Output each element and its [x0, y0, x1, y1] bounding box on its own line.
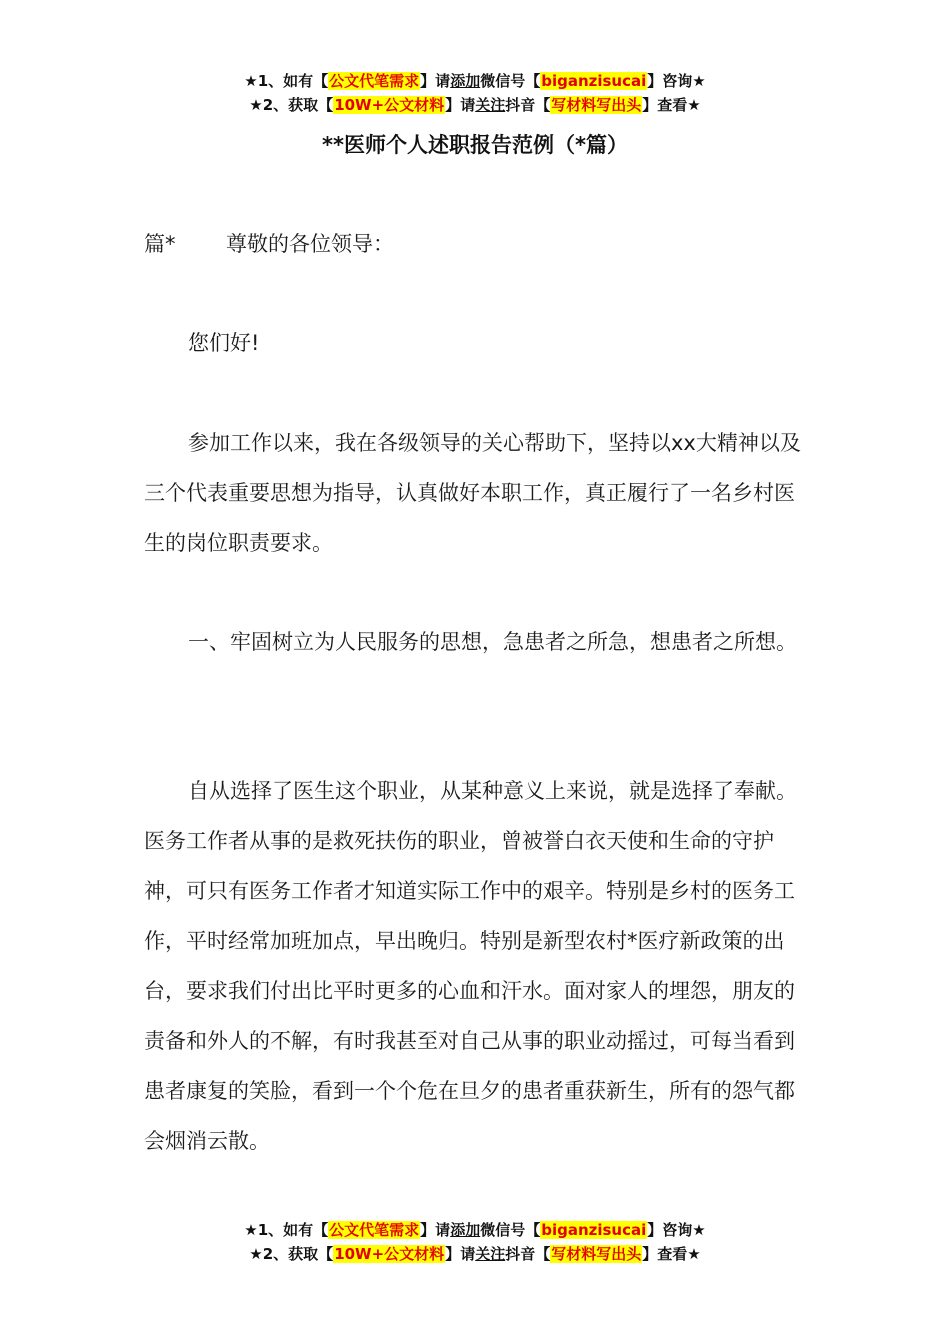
paragraph-3: 自从选择了医生这个职业，从某种意义上来说，就是选择了奉献。医务工作者从事的是救死扶伤的职业，曾被誉白衣天使和生命的守护神，可只有医务工作者才知道实际工作中的艰辛。特别是乡村的医务工作，平时经常加班加点，早出晚归。特别是新型农村*医疗新政策的出台，要求我们付出比平时更多的心血和汗水。面对家人的埋怨，朋友的责备和外人的不解，有时我甚至对自己从事的职业动摇过，可每当看到患者康复的笑脸，看到一个个危在旦夕的患者重获新生，所有的怨气都会烟消云散。: [144, 779, 797, 1153]
highlight-douyin: 写材料写出头: [551, 96, 642, 114]
banner-line-2: ★2、获取【10W+公文材料】请关注抖音【写材料写出头】查看★: [249, 1245, 701, 1263]
banner-line-1: ★1、如有【公文代笔需求】请添加微信号【biganzisucai】咨询★: [244, 1221, 706, 1239]
highlight-service: 公文代笔需求: [329, 1221, 420, 1239]
highlight-douyin: 写材料写出头: [551, 1245, 642, 1263]
highlight-service: 公文代笔需求: [329, 72, 420, 90]
highlight-wechat-id: biganzisucai: [541, 1221, 647, 1239]
document-title: **医师个人述职报告范例（*篇）: [322, 133, 628, 157]
banner-line-1: ★1、如有【公文代笔需求】请添加微信号【biganzisucai】咨询★: [244, 72, 706, 90]
salutation-text: 尊敬的各位领导：: [226, 232, 394, 256]
salutation: [144, 219, 808, 269]
highlight-materials: 10W+公文材料: [334, 1245, 445, 1263]
paragraph-1: 参加工作以来，我在各级领导的关心帮助下，坚持以xx大精神以及三个代表重要思想为指导，认真做好本职工作，真正履行了一名乡村医生的岗位职责要求。: [144, 431, 801, 555]
greeting: 您们好!: [188, 331, 260, 355]
top-banner: [0, 69, 950, 117]
banner-line-2: ★2、获取【10W+公文材料】请关注抖音【写材料写出头】查看★: [249, 96, 701, 114]
paragraph-2: 一、牢固树立为人民服务的思想，急患者之所急，想患者之所想。: [188, 630, 797, 654]
highlight-wechat-id: biganzisucai: [541, 72, 647, 90]
bottom-banner: [0, 1218, 950, 1266]
salutation-label: 篇*: [144, 232, 176, 256]
highlight-materials: 10W+公文材料: [334, 96, 445, 114]
